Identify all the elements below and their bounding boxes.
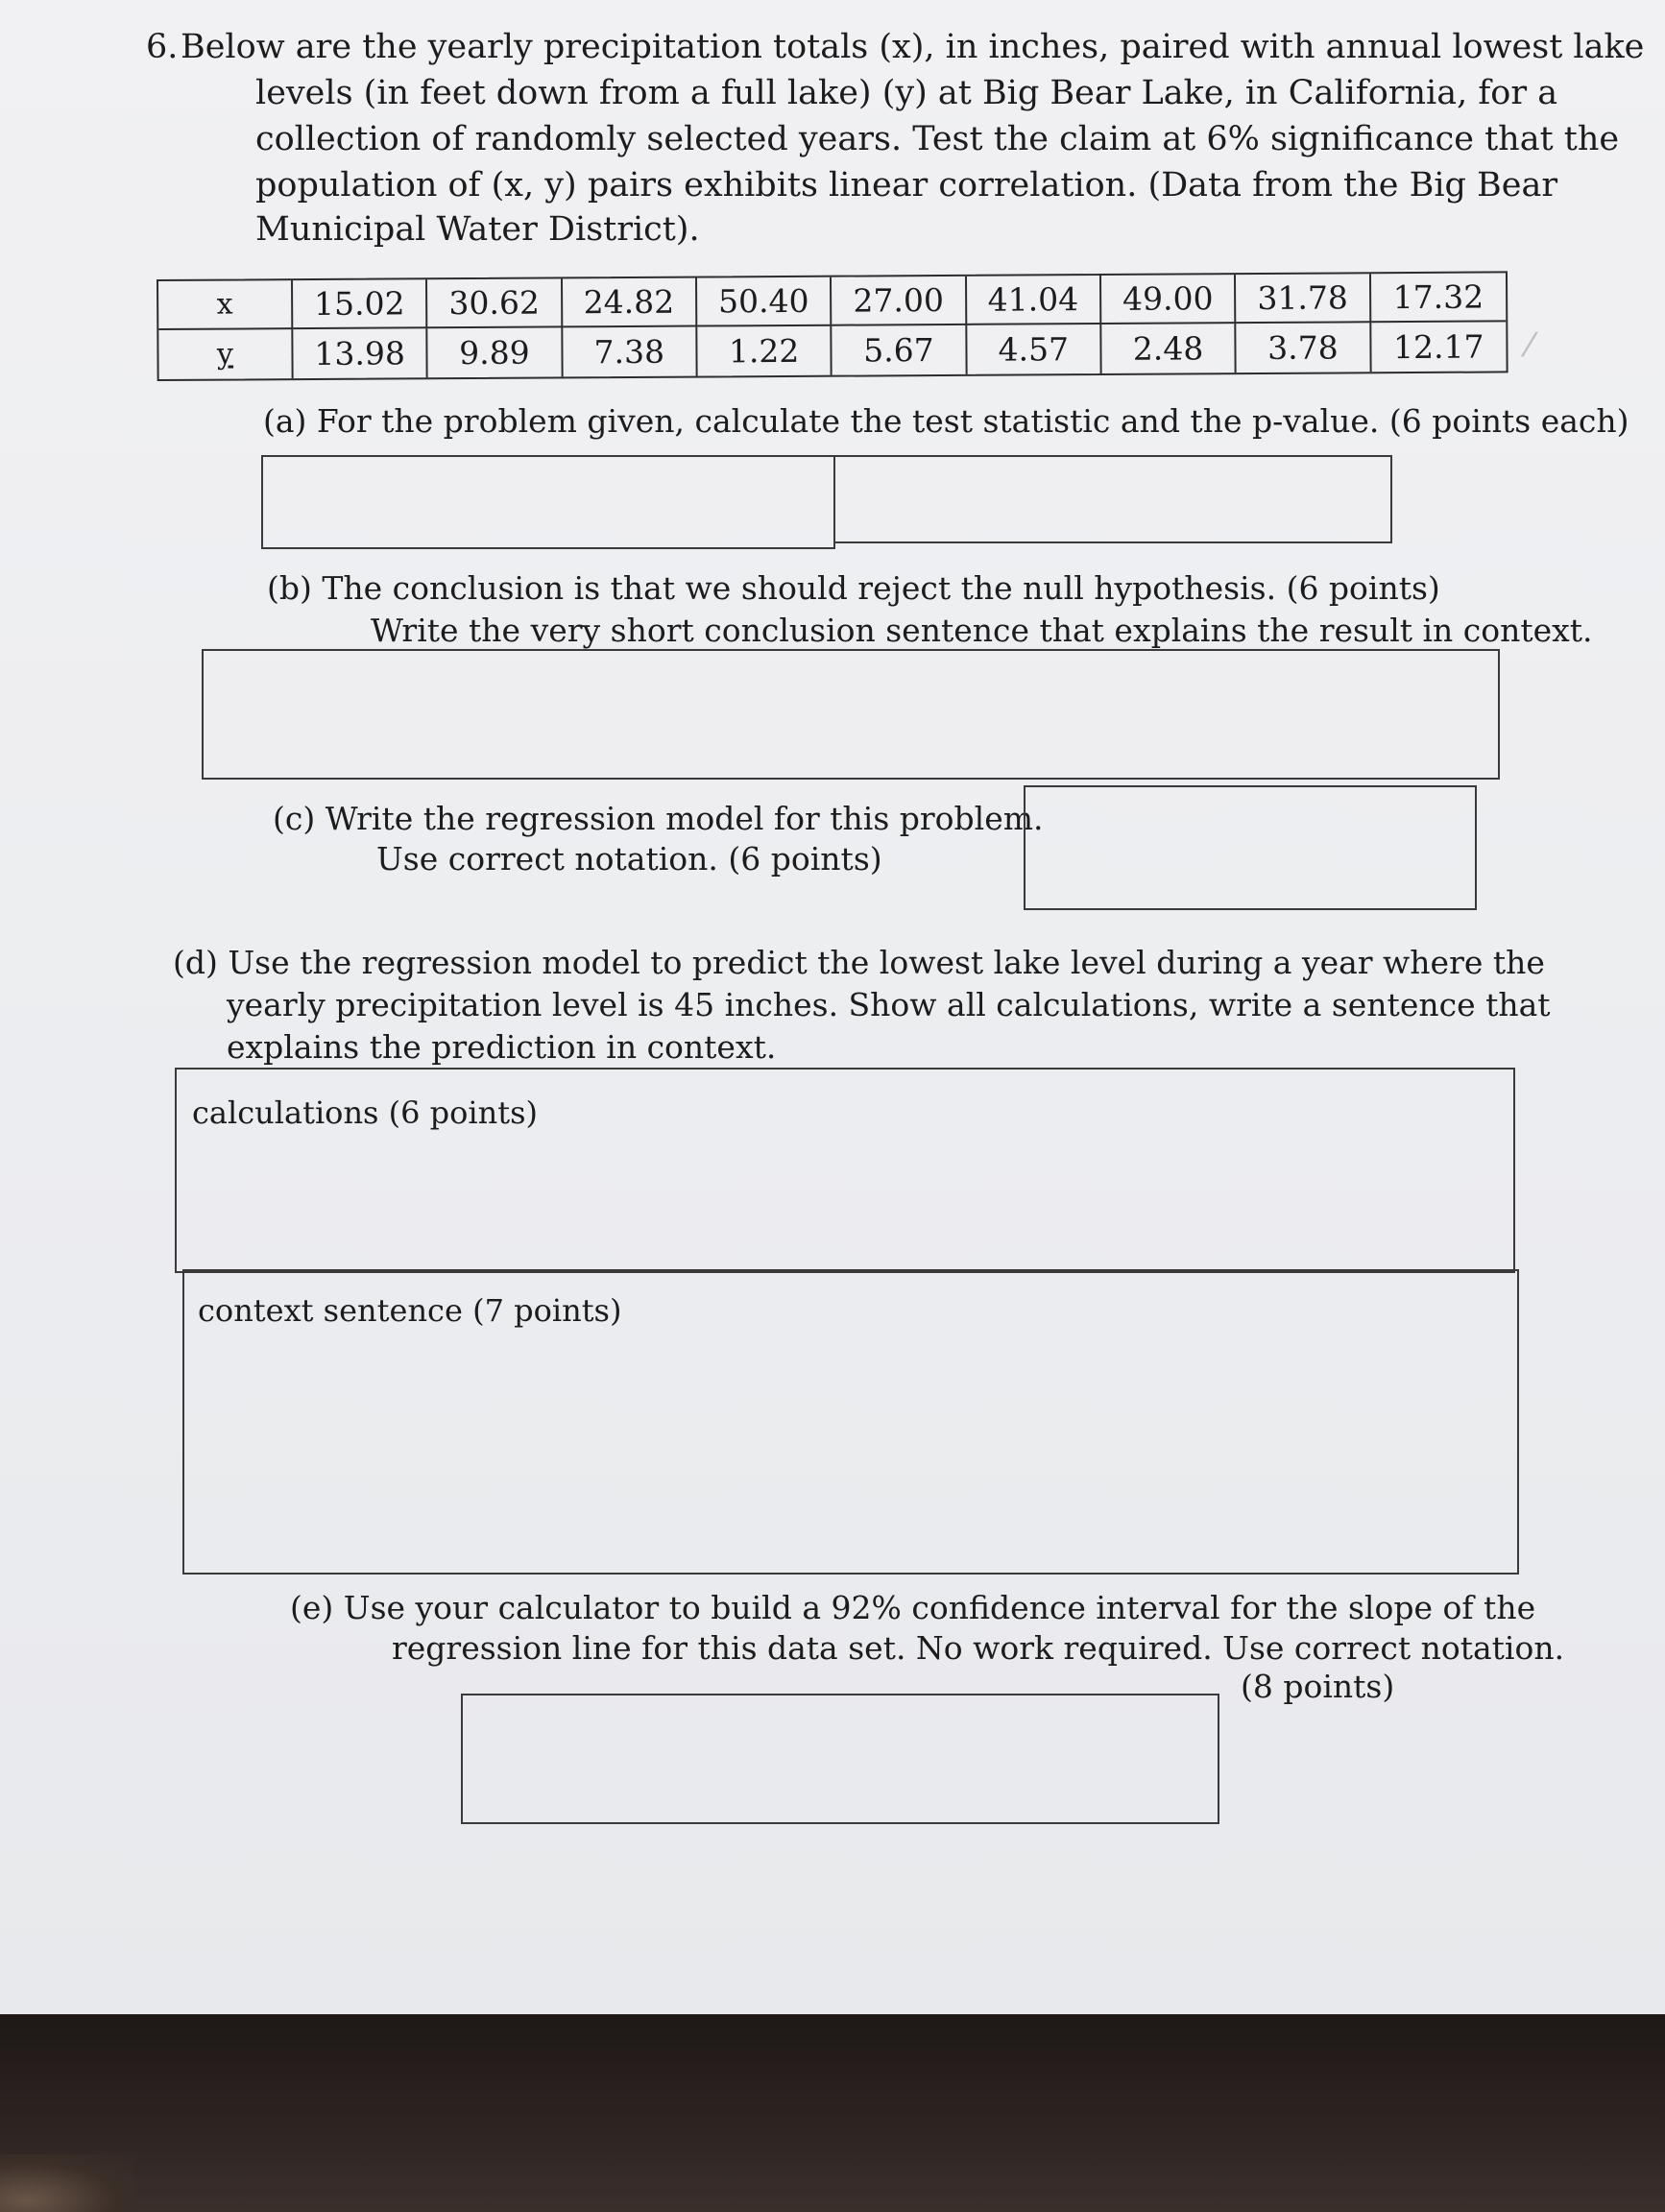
x-value-cell: 27.00 [832, 276, 967, 326]
context-sentence-answer-box[interactable] [182, 1269, 1519, 1575]
part-d-line-1: (d) Use the regression model to predict the lowest lake level during a year where the [173, 944, 1545, 981]
y-value-cell: 5.67 [832, 325, 968, 375]
part-e-line-2: regression line for this data set. No work required. Use correct notation. [392, 1629, 1565, 1667]
y-value-cell: 3.78 [1237, 323, 1372, 373]
y-value-cell: 13.98 [293, 328, 428, 378]
x-value-cell: 15.02 [293, 279, 428, 329]
pencil-mark: ⁄ [1527, 326, 1532, 365]
desk-surface [0, 2014, 1665, 2212]
calculations-answer-box[interactable] [175, 1068, 1515, 1273]
part-e-line-1: (e) Use your calculator to build a 92% confidence interval for the slope of the [290, 1589, 1536, 1626]
test-statistic-answer-box[interactable] [261, 455, 835, 549]
desk-corner [0, 2154, 134, 2212]
y-value-cell: 12.17 [1392, 327, 1484, 367]
part-b-line-2: Write the very short conclusion sentence that explains the result in context. [371, 612, 1593, 649]
calculations-label: calculations (6 points) [192, 1094, 539, 1131]
question-intro-line-2: levels (in feet down from a full lake) (y) at Big Bear Lake, in California, for a [255, 74, 1558, 112]
x-value-cell: 31.78 [1236, 274, 1371, 324]
x-row-label: x [158, 280, 293, 330]
x-value-cell: 41.04 [967, 276, 1102, 325]
x-value-cell: 30.62 [427, 278, 563, 328]
part-b-line-1: (b) The conclusion is that we should reject the null hypothesis. (6 points) [267, 569, 1440, 607]
part-d-line-3: explains the prediction in context. [227, 1028, 777, 1066]
question-intro-line-4: population of (x, y) pairs exhibits linear correlation. (Data from the Big Bear [255, 166, 1558, 204]
question-intro-line-5: Municipal Water District). [255, 210, 700, 249]
part-a-text: (a) For the problem given, calculate the test statistic and the p-value. (6 points each) [263, 402, 1629, 440]
y-value-cell: 4.57 [967, 325, 1102, 374]
x-value-cell: 17.32 [1371, 273, 1507, 323]
question-intro-line-3: collection of randomly selected years. Test the claim at 6% significance that the [255, 120, 1620, 158]
part-e-points: (8 points) [1241, 1668, 1395, 1705]
context-sentence-label: context sentence (7 points) [198, 1292, 622, 1329]
confidence-interval-answer-box[interactable] [461, 1694, 1219, 1824]
data-table [157, 271, 1508, 381]
part-d-line-2: yearly precipitation level is 45 inches. Show all calculations, write a sentence that [227, 986, 1551, 1023]
p-value-answer-box[interactable] [833, 455, 1392, 543]
y-value-cell: 1.22 [697, 326, 832, 376]
part-c-line-1: (c) Write the regression model for this problem. [273, 800, 1044, 837]
x-value-cell: 50.40 [697, 277, 832, 327]
x-value-cell: 49.00 [1101, 275, 1237, 325]
y-value-cell: 7.38 [563, 327, 698, 377]
y-row-label: y [158, 329, 293, 379]
question-number: 6. [146, 28, 179, 66]
x-value-cell: 24.82 [563, 278, 698, 328]
question-intro-line-1: Below are the yearly precipitation totals (x), in inches, paired with annual lowest lake [181, 28, 1645, 66]
y-value-cell: 2.48 [1101, 324, 1237, 373]
conclusion-answer-box[interactable] [202, 649, 1500, 780]
part-c-line-2: Use correct notation. (6 points) [376, 840, 882, 878]
y-value-cell: 9.89 [428, 327, 564, 377]
regression-model-answer-box[interactable] [1024, 785, 1477, 910]
